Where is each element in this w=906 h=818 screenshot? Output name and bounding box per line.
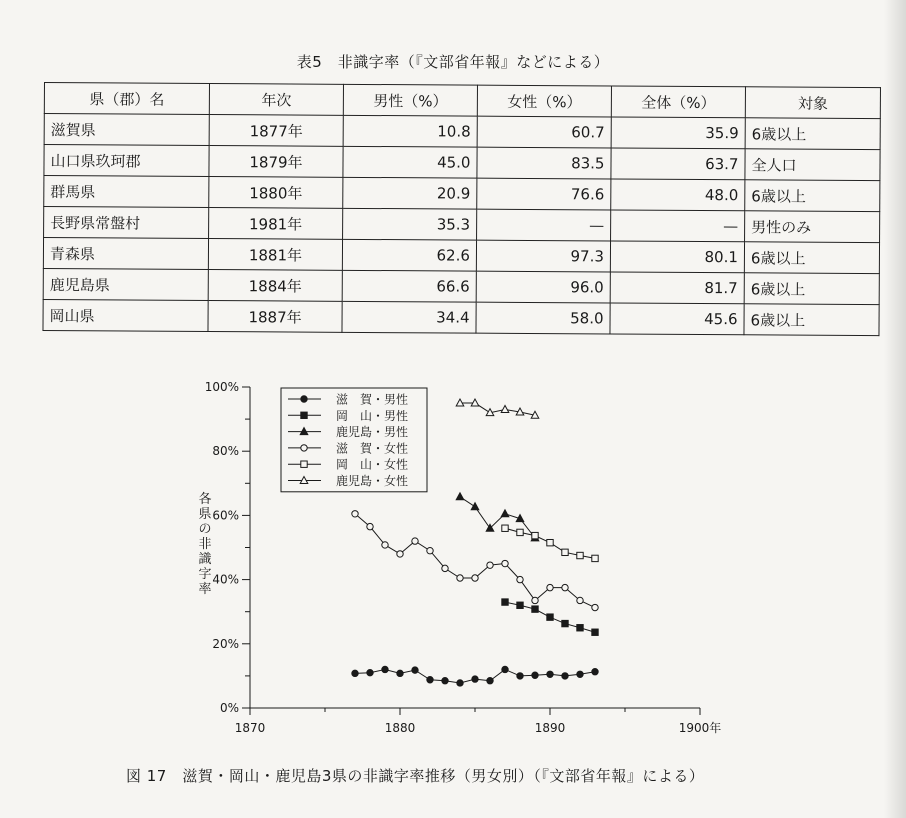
illiteracy-table — [42, 82, 881, 336]
cell-total: 80.1 — [610, 241, 744, 273]
table-row — [44, 176, 880, 212]
series-line — [460, 497, 535, 538]
legend-label: 鹿児島・男性 — [336, 425, 409, 440]
cell-total: 35.9 — [611, 117, 745, 149]
table-row — [44, 207, 880, 243]
y-tick-label: 0% — [219, 701, 239, 715]
data-point — [412, 667, 418, 673]
legend-marker — [301, 445, 307, 451]
table-header-row — [44, 83, 880, 119]
data-point — [382, 542, 388, 548]
data-point — [367, 523, 373, 529]
chart-legend — [281, 388, 427, 492]
y-tick-label: 80% — [212, 444, 239, 459]
cell-prefecture: 山口県玖珂郡 — [44, 145, 209, 177]
series-6 — [456, 399, 539, 418]
data-point — [532, 606, 538, 612]
legend-label: 岡 山・男性 — [336, 408, 409, 423]
data-point — [457, 680, 463, 686]
series-2 — [502, 599, 598, 636]
data-point — [352, 670, 358, 676]
cell-male: 20.9 — [343, 177, 477, 209]
data-point — [487, 562, 493, 568]
cell-female: 97.3 — [476, 240, 610, 272]
header-female: 女性（%） — [477, 85, 611, 117]
cell-female: 96.0 — [476, 271, 610, 303]
cell-female: 58.0 — [476, 302, 610, 334]
cell-female: — — [477, 209, 611, 241]
cell-female: 60.7 — [477, 116, 611, 148]
data-point — [547, 539, 553, 545]
data-point — [352, 511, 358, 517]
data-point — [577, 597, 583, 603]
series-line — [460, 403, 535, 415]
data-point — [397, 670, 403, 676]
x-tick-label: 1900年 — [678, 721, 722, 735]
cell-male: 62.6 — [342, 239, 476, 271]
cell-year: 1881年 — [208, 239, 342, 271]
series-line — [355, 514, 595, 608]
cell-male: 45.0 — [343, 146, 477, 178]
data-point — [562, 620, 568, 626]
data-point — [471, 399, 479, 406]
illiteracy-line-chart — [0, 360, 906, 760]
cell-year: 1880年 — [209, 177, 343, 209]
data-point — [592, 629, 598, 635]
cell-prefecture: 群馬県 — [44, 176, 209, 208]
data-point — [457, 575, 463, 581]
cell-male: 34.4 — [342, 301, 476, 333]
data-point — [517, 673, 523, 679]
cell-prefecture: 滋賀県 — [44, 114, 209, 146]
cell-target: 全人口 — [745, 149, 880, 181]
header-prefecture: 県（郡）名 — [44, 83, 209, 115]
y-tick-label: 40% — [212, 572, 239, 587]
data-point — [592, 604, 598, 610]
legend-marker — [301, 412, 307, 418]
cell-total: 48.0 — [611, 179, 745, 211]
cell-target: 6歳以上 — [745, 180, 880, 212]
cell-male: 35.3 — [343, 208, 477, 240]
cell-female: 76.6 — [477, 178, 611, 210]
cell-year: 1879年 — [209, 146, 343, 178]
x-tick-label: 1890 — [534, 721, 566, 735]
data-point — [456, 399, 464, 406]
legend-label: 滋 賀・男性 — [336, 392, 409, 407]
data-point — [532, 532, 538, 538]
cell-total: 81.7 — [610, 272, 744, 304]
data-point — [532, 672, 538, 678]
data-point — [471, 503, 479, 510]
legend-marker — [301, 461, 307, 467]
data-point — [442, 565, 448, 571]
cell-total: 63.7 — [611, 148, 745, 180]
cell-total: — — [611, 210, 745, 242]
data-point — [562, 584, 568, 590]
cell-year: 1981年 — [209, 208, 343, 240]
data-point — [547, 671, 553, 677]
legend-label: 鹿児島・女性 — [336, 474, 409, 488]
table-row — [43, 268, 879, 304]
data-point — [501, 510, 509, 517]
series-1 — [352, 666, 598, 686]
data-point — [412, 538, 418, 544]
data-point — [427, 548, 433, 554]
header-total: 全体（%） — [611, 86, 745, 118]
cell-male: 10.8 — [343, 115, 477, 147]
cell-target: 6歳以上 — [744, 304, 879, 336]
data-point — [562, 549, 568, 555]
series-4 — [352, 511, 598, 611]
data-point — [532, 597, 538, 603]
table-row — [43, 238, 879, 274]
y-tick-label: 100% — [204, 380, 239, 394]
series-5 — [502, 525, 598, 562]
data-point — [501, 405, 509, 412]
cell-prefecture: 青森県 — [43, 238, 208, 270]
data-point — [562, 673, 568, 679]
legend-label: 岡 山・女性 — [336, 457, 409, 472]
cell-prefecture: 長野県常盤村 — [44, 207, 209, 239]
data-point — [382, 666, 388, 672]
legend-marker — [301, 396, 307, 402]
figure-caption: 図 17 滋賀・岡山・鹿児島3県の非識字率推移（男女別）（『文部省年報』による） — [126, 767, 705, 785]
cell-year: 1887年 — [208, 301, 342, 333]
data-point — [517, 602, 523, 608]
table-body — [43, 114, 880, 336]
cell-year: 1877年 — [209, 115, 343, 147]
cell-target: 6歳以上 — [744, 273, 879, 305]
data-point — [577, 552, 583, 558]
data-point — [577, 671, 583, 677]
x-tick-label: 1880 — [384, 721, 416, 735]
data-point — [502, 599, 508, 605]
data-point — [577, 625, 583, 631]
data-point — [472, 676, 478, 682]
cell-male: 66.6 — [342, 270, 476, 302]
cell-target: 6歳以上 — [744, 242, 879, 274]
header-year: 年次 — [209, 84, 343, 116]
data-point — [442, 678, 448, 684]
data-point — [502, 666, 508, 672]
y-tick-label: 60% — [212, 508, 239, 523]
data-point — [487, 678, 493, 684]
y-tick-label: 20% — [212, 636, 239, 651]
data-point — [367, 669, 373, 675]
table-row — [44, 114, 880, 150]
x-tick-label: 1870 — [234, 721, 266, 735]
data-point — [547, 614, 553, 620]
cell-female: 83.5 — [477, 147, 611, 179]
table-row — [44, 145, 880, 181]
data-point — [456, 493, 464, 500]
header-male: 男性（%） — [343, 84, 477, 116]
data-point — [592, 555, 598, 561]
data-point — [517, 529, 523, 535]
header-target: 対象 — [745, 87, 880, 119]
data-point — [547, 584, 553, 590]
cell-target: 6歳以上 — [745, 118, 880, 150]
cell-prefecture: 鹿児島県 — [43, 268, 208, 300]
cell-prefecture: 岡山県 — [43, 299, 208, 331]
data-point — [397, 551, 403, 557]
data-point — [427, 677, 433, 683]
data-point — [502, 525, 508, 531]
table-title: 表5 非識字率（『文部省年報』などによる） — [296, 53, 610, 71]
data-point — [472, 575, 478, 581]
table-row — [43, 299, 879, 335]
legend-label: 滋 賀・女性 — [336, 441, 409, 456]
cell-total: 45.6 — [610, 303, 744, 335]
data-point — [517, 576, 523, 582]
data-point — [592, 669, 598, 675]
data-point — [502, 560, 508, 566]
y-axis-label: 各県の非識字率 — [198, 492, 212, 597]
cell-year: 1884年 — [208, 270, 342, 302]
cell-target: 男性のみ — [745, 211, 880, 243]
